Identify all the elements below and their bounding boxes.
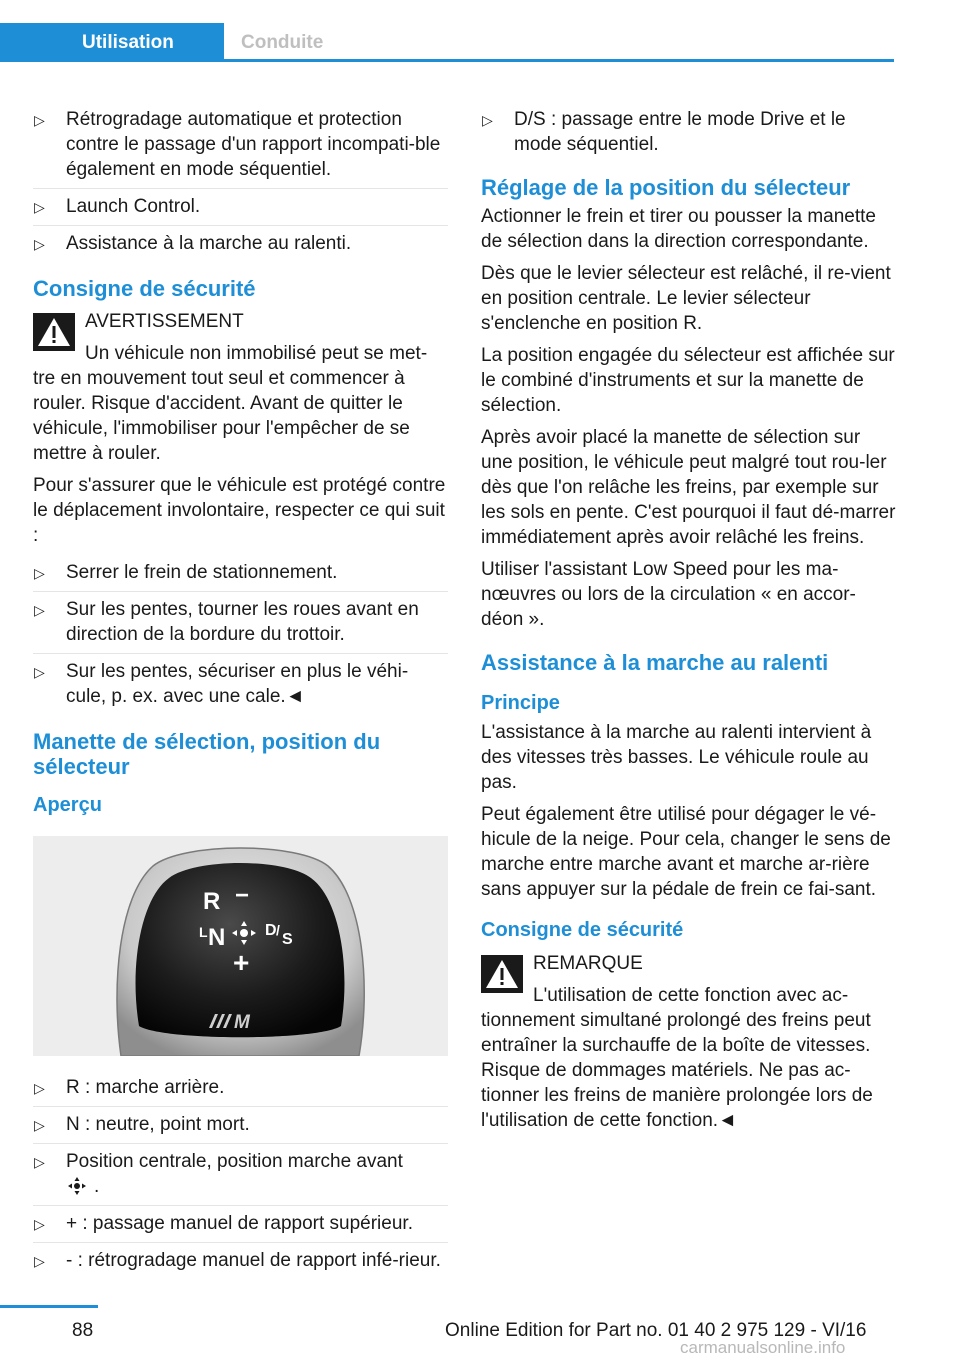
reglage-heading: Réglage de la position du sélecteur (481, 175, 851, 200)
list-item-text: Rétrogradage automatique et protection contre le passage d'un rapport incompati‐ble également en mode séquentiel. (66, 109, 441, 180)
bullet-triangle-icon: ▷ (34, 1154, 45, 1170)
list-item (33, 1205, 448, 1242)
bullet-triangle-icon: ▷ (34, 1117, 45, 1133)
svg-text:/: / (276, 922, 280, 938)
list-item-text: Sur les pentes, tourner les roues avant en direction de la bordure du trottoir. (66, 599, 419, 645)
tab-utilisation[interactable]: Utilisation (0, 23, 224, 62)
list-item-text: Launch Control. (66, 196, 201, 217)
gear-selector-figure (33, 836, 448, 1056)
gear-r-label: R (203, 888, 221, 915)
list-item (33, 555, 448, 591)
bullet-triangle-icon: ▷ (34, 1216, 45, 1232)
selector-heading: Manette de sélection, position du sélecteur (33, 729, 381, 779)
bullet-triangle-icon: ▷ (482, 112, 493, 128)
bullet-triangle-icon: ▷ (34, 199, 45, 215)
bullet-triangle-icon: ▷ (34, 1080, 45, 1096)
list-item-text: - : rétrogradage manuel de rapport infé‐rieur. (66, 1250, 441, 1271)
warning-triangle-icon (33, 313, 75, 351)
list-item (33, 591, 448, 653)
list-item-text: + : passage manuel de rapport supérieur. (66, 1213, 413, 1234)
paragraph: Après avoir placé la manette de sélection sur une position, le véhicule peut malgré tout rou‐ler dès que l'on relâche les freins, par exemple sur les sols en pente. C'est pourquoi il faut dé‐marrer immédiatement après avoir relâché les freins. (481, 427, 896, 548)
list-item-text: R : marche arrière. (66, 1077, 225, 1098)
list-item-text: Serrer le frein de stationnement. (66, 562, 338, 583)
list-item (33, 1242, 448, 1279)
list-item (33, 1143, 448, 1205)
edition-text: Online Edition for Part no. 01 40 2 975 129 - VI/16 (445, 1320, 867, 1341)
m-logo-letter: M (234, 1012, 250, 1033)
warning-block (33, 309, 448, 466)
gear-n-label: N (208, 924, 226, 951)
gear-knob-illustration (33, 836, 448, 1056)
safety-heading: Consigne de sécurité (33, 276, 256, 301)
paragraph: Utiliser l'assistant Low Speed pour les ma‐nœuvres ou lors de la circulation « en accor‐déon ». (481, 559, 856, 630)
list-item-text: Assistance à la marche au ralenti. (66, 233, 352, 254)
position-bullet-list (33, 1070, 448, 1279)
paragraph: L'assistance à la marche au ralenti intervient à des vitesses très basses. Le véhicule roule au pas. (481, 722, 872, 793)
gear-plus-label: + (233, 947, 250, 978)
gear-l-label: L (199, 924, 208, 940)
bullet-triangle-icon: ▷ (34, 1253, 45, 1269)
list-item-text: Sur les pentes, sécuriser en plus le véhi‐cule, p. ex. avec une cale.◄ (66, 661, 409, 707)
paragraph: Peut également être utilisé pour dégager le vé‐hicule de la neige. Pour cela, changer le sens de marche entre marche avant et marche ar‐rière sans appuyer sur la pédale de frein ce fai‐sant. (481, 804, 891, 900)
watermark-text: carmanualsonline.info (680, 1338, 846, 1357)
list-item (481, 102, 896, 163)
remarque-block (481, 951, 896, 1133)
principe-heading: Principe (481, 692, 560, 714)
gear-s-label: S (282, 931, 293, 948)
right-column (481, 102, 896, 1140)
paragraph: Dès que le levier sélecteur est relâché, il re‐vient en position centrale. Le levier sélecteur s'enclenche en position R. (481, 263, 891, 334)
bullet-triangle-icon: ▷ (34, 565, 45, 581)
top-bullet-list (33, 102, 448, 262)
list-item (33, 653, 448, 715)
ds-bullet-list (481, 102, 896, 163)
center-position-icon (66, 1176, 88, 1196)
bullet-triangle-icon: ▷ (34, 664, 45, 680)
list-item-text: N : neutre, point mort. (66, 1114, 250, 1135)
remarque-label: REMARQUE (533, 953, 643, 974)
assist-heading: Assistance à la marche au ralenti (481, 650, 829, 675)
remarque-text: L'utilisation de cette fonction avec ac‐tionnement simultané prolongé des freins peut entraîner la surchauffe de la boîte de vitesses. Risque de dommages matériels. Ne pas ac‐tionner les freins de manière prolongée lors de l'utilisation de cette fonction.◄ (481, 985, 873, 1131)
footer-rule (0, 1305, 98, 1308)
bullet-triangle-icon: ▷ (34, 602, 45, 618)
list-item (33, 188, 448, 225)
list-item (33, 1106, 448, 1143)
warning-text: Un véhicule non immobilisé peut se met‐tre en mouvement tout seul et commencer à rouler. Risque d'accident. Avant de quitter le véhicule, l'immobiliser pour l'empêcher de se mettre à rouler. (33, 343, 428, 464)
paragraph: La position engagée du sélecteur est affichée sur le combiné d'instruments et sur la manette de sélection. (481, 345, 895, 416)
apercu-heading: Aperçu (33, 794, 102, 816)
paragraph: Actionner le frein et tirer ou pousser la manette de sélection dans la direction correspondante. (481, 206, 876, 252)
list-item (33, 225, 448, 262)
gear-d-label: D (265, 922, 277, 939)
bullet-triangle-icon: ▷ (34, 112, 45, 128)
warning-label: AVERTISSEMENT (85, 311, 244, 332)
warning-triangle-icon (481, 955, 523, 993)
page-number: 88 (72, 1320, 94, 1341)
gear-minus-label: − (235, 882, 250, 909)
paragraph: Pour s'assurer que le véhicule est protégé contre le déplacement involontaire, respecter ce qui suit : (33, 475, 446, 546)
left-column (33, 102, 448, 1283)
safety-bullet-list (33, 555, 448, 715)
header-tabbar (0, 23, 894, 62)
bullet-triangle-icon: ▷ (34, 236, 45, 252)
list-item (33, 1070, 448, 1106)
safety-heading-right: Consigne de sécurité (481, 919, 684, 941)
list-item-text: D/S : passage entre le mode Drive et le mode séquentiel. (514, 109, 846, 155)
list-item-text: Position centrale, position marche avant (66, 1151, 403, 1172)
tab-conduite[interactable]: Conduite (241, 32, 324, 53)
list-item (33, 102, 448, 188)
list-item-suffix: . (94, 1176, 100, 1197)
